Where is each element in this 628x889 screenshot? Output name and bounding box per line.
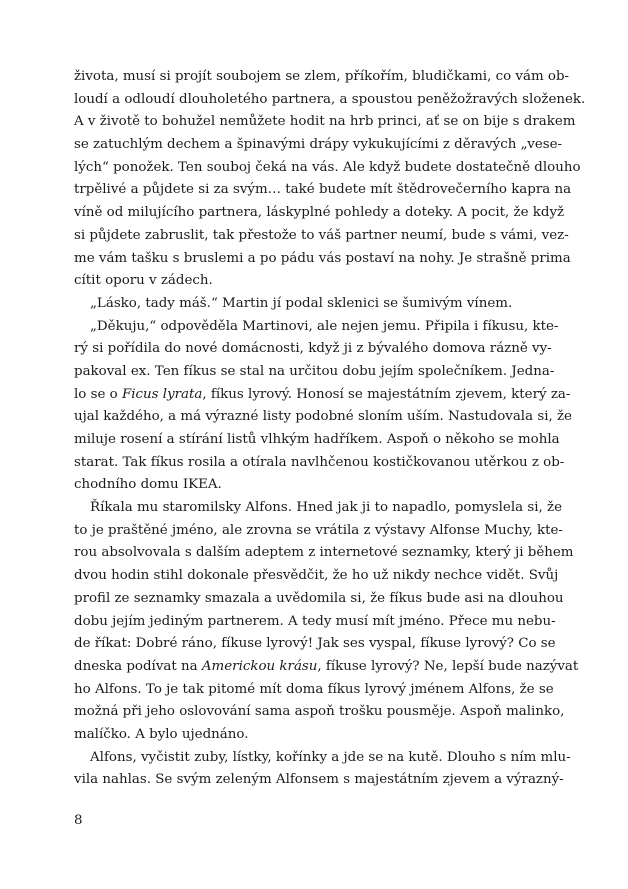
text-line — [74, 66, 570, 89]
text-line — [74, 179, 572, 202]
text-line — [74, 520, 563, 543]
text-segment: , fíkuse lyrový? Ne, lepší bude nazývat — [317, 658, 579, 674]
text-segment: de říkat: Dobré ráno, fíkuse lyrový! Jak ses vyspal, fíkuse lyrový? Co se — [74, 636, 556, 652]
paragraph — [74, 747, 571, 792]
text-segment: cítit oporu v zádech. — [74, 273, 213, 289]
text-line — [74, 225, 569, 248]
text-line — [74, 474, 542, 497]
text-segment: malíčko. A bylo ujednáno. — [74, 726, 249, 742]
text-line — [74, 724, 542, 747]
text-segment: ujal každého, a má výrazné listy podobné sloním uším. Nastudovala si, že — [74, 409, 572, 425]
text-segment: lo se o — [74, 386, 122, 402]
text-line — [74, 384, 571, 407]
text-segment: pakoval ex. Ten fíkus se stal na určitou dobu jejím společníkem. Jedna- — [74, 363, 555, 379]
paragraph — [74, 293, 542, 316]
text-segment: miluje rosení a stírání listů vlhkým hadříkem. Aspoň o někoho se mohla — [74, 432, 560, 447]
text-segment: chodního domu IKEA. — [74, 477, 222, 493]
text-segment: si půjdete zabruslit, tak přestože to váš partner neumí, bude s vámi, vez- — [74, 227, 569, 243]
italic-text: Ficus lyrata — [121, 386, 203, 402]
text-segment: života, musí si projít soubojem se zlem, příkořím, bludičkami, co vám ob- — [74, 69, 570, 84]
text-segment: loudí a odloudí dlouholetého partnera, a spoustou peněžožravých složenek. — [74, 91, 586, 107]
text-line — [74, 747, 571, 770]
text-segment: rý si pořídila do nové domácnosti, když ji z bývalého domova rázně vy- — [74, 341, 552, 357]
paragraph — [74, 316, 572, 498]
text-line — [74, 134, 563, 157]
text-line — [74, 656, 579, 679]
text-line — [74, 429, 560, 452]
text-line — [74, 565, 559, 588]
text-segment: trpělivé a půjdete si za svým… také budete mít štědrovečerního kapra na — [74, 182, 572, 198]
text-segment: , fíkus lyrový. Honosí se majestátním zjevem, který za- — [202, 386, 571, 402]
text-segment: Říkala mu staromilsky Alfons. Hned jak ji to napadlo, pomyslela si, že — [90, 500, 563, 516]
text-line — [74, 452, 565, 475]
text-segment: dneska podívat na — [74, 658, 202, 674]
page-number: 8 — [74, 813, 83, 828]
text-line — [74, 679, 554, 702]
text-segment: A v životě to bohužel nemůžete hodit na hrb princi, ať se on bije s drakem — [74, 114, 576, 130]
text-segment: starat. Tak fíkus rosila a otírala navlhčenou kostičkovanou utěrkou z ob- — [74, 454, 565, 470]
text-segment: vila nahlas. Se svým zeleným Alfonsem s majestátním zjevem a výrazný- — [74, 772, 564, 788]
text-segment: ho Alfons. To je tak pitomé mít doma fíkus lyrový jménem Alfons, že se — [74, 681, 554, 697]
text-segment: možná při jeho oslovování sama aspoň trošku pousměje. Aspoň malinko, — [74, 704, 565, 720]
text-line — [74, 202, 565, 225]
text-segment: rou absolvovala s dalším adeptem z internetové seznamky, který ji během — [74, 545, 574, 561]
text-line — [74, 89, 586, 112]
text-segment: profil ze seznamky smazala a uvědomila si, že fíkus bude asi na dlouhou — [74, 590, 564, 606]
text-line — [74, 111, 576, 134]
italic-text: Americkou krásu — [201, 658, 318, 674]
text-line — [74, 316, 559, 339]
text-segment: „Děkuju,“ odpověděla Martinovi, ale nejen jemu. Připila i fíkusu, kte- — [90, 318, 559, 334]
text-segment: me vám tašku s bruslemi a po pádu vás postaví na nohy. Je strašně prima — [74, 250, 571, 266]
paragraph — [74, 497, 579, 747]
text-line — [74, 270, 542, 293]
text-line — [74, 769, 564, 792]
text-segment: se zatuchlým dechem a špinavými drápy vykukujícími z děravých „vese- — [74, 137, 563, 153]
text-line — [74, 406, 572, 429]
text-segment: dobu jejím jediným partnerem. A tedy musí mít jméno. Přece mu nebu- — [74, 613, 556, 629]
text-line — [74, 293, 542, 316]
text-segment: lých“ ponožek. Ten souboj čeká na vás. Ale když budete dostatečně dlouho — [74, 159, 581, 175]
text-segment: „Lásko, tady máš.“ Martin jí podal sklenici se šumivým vínem. — [90, 295, 513, 311]
page-body — [74, 66, 586, 792]
text-line — [74, 542, 574, 565]
text-line — [74, 497, 563, 520]
text-line — [74, 588, 564, 611]
text-segment: to je praštěné jméno, ale zrovna se vrátila z výstavy Alfonse Muchy, kte- — [74, 522, 563, 538]
text-line — [74, 157, 581, 180]
paragraph — [74, 66, 586, 293]
text-line — [74, 633, 556, 656]
text-segment: Alfons, vyčistit zuby, lístky, kořínky a jde se na kutě. Dlouho s ním mlu- — [90, 749, 571, 765]
text-segment: dvou hodin stihl dokonale přesvědčit, že ho už nikdy nechce vidět. Svůj — [74, 568, 559, 584]
text-line — [74, 248, 571, 271]
text-line — [74, 361, 555, 384]
text-line — [74, 701, 565, 724]
text-segment: víně od milujícího partnera, láskyplné pohledy a doteky. A pocit, že když — [74, 205, 565, 221]
text-line — [74, 611, 556, 634]
text-line — [74, 338, 552, 361]
